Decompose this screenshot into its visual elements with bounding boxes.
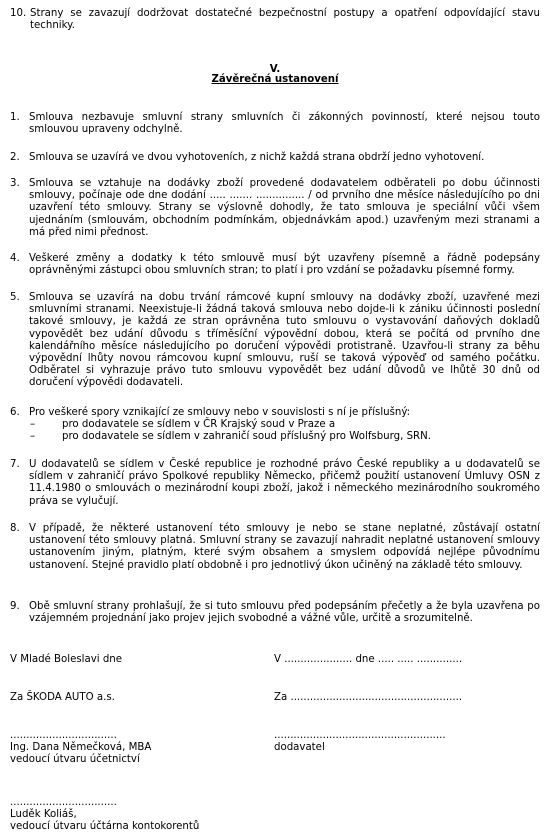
- signer-role-2: vedoucí útvaru účtárna kontokorentů: [10, 821, 200, 832]
- clause-text: Obě smluvní strany prohlašují, že si tuto smlouvu před podepsáním přečetly a že byla uzavřena po vzájemném projednání jako projev jejich svobodné a vážné vůle, určitě a srozumitelně.: [29, 601, 540, 625]
- list-item-text: pro dodavatele se sídlem v zahraničí soud příslušný pro Wolfsburg, SRN.: [62, 431, 431, 443]
- clause-text: Smlouva se vztahuje na dodávky zboží provedené dodavatelem odběrateli po dobu účinnosti smlouvy, počínaje ode dne dodání ..... ....... ............... / od prvního dne měsíce následujícího po dni uzavření této smlouvy. Strany se výslovně dohodly, že tato smlouva je speciální vůči všem ujednáním (smlouvám, obchodním podmínkám, objednávkám apod.) uzavřeným mezi stranami a má před nimi přednost.: [29, 178, 540, 238]
- clause-text: U dodavatelů se sídlem v České republice je rozhodné právo České republiky a u dodavatelů se sídlem v zahraničí právo Spolkové republiky Německo, přičemž použití ustanovení Úmluvy OSN z 11.4.1980 o smlouvách o mezinárodní koupi zboží, jakož i německého mezinárodního soukromého práva se vylučují.: [29, 459, 540, 507]
- clause-5: [10, 292, 540, 390]
- signer-name-2: Luděk Koliáš,: [10, 809, 77, 820]
- clause-text: Pro veškeré spory vznikající ze smlouvy nebo v souvislosti s ní je příslušný:: [29, 407, 411, 418]
- list-item-text: pro dodavatele se sídlem v ČR Krajský soud v Praze a: [62, 419, 336, 431]
- clause-4: [10, 253, 540, 277]
- place-date-left: V Mladé Boleslavi dne: [10, 654, 123, 665]
- signature-line-left-2: .................................: [10, 797, 117, 808]
- clause-8: [10, 523, 540, 572]
- clause-number: 2.: [10, 152, 20, 163]
- clause-7: [10, 459, 540, 508]
- clause-1: [10, 112, 540, 136]
- clause-3: [10, 178, 540, 239]
- clause-text: Smlouva se uzavírá na dobu trvání rámcové kupní smlouvy na dodávky zboží, uzavřené mezi smluvními stranami. Neexistuje-li žádná taková smlouva nebo dojde-li k zániku účinnosti poslední takové smlouvy, je každá ze stran oprávněna tuto smlouvu o vystavování daňových dokladů vypovědět bez udání důvodu s tříměsíční výpovědní dobou, která se počítá od prvního dne kalendářního měsíce následujícího po doručení výpovědi protistraně. Uzavřou-li strany za běhu výpovědní lhůty novou rámcovou kupní smlouvu, ruší se taková výpověď od samého počátku. Odběratel si vyhrazuje právo tuto smlouvu vypovědět bez udání důvodů ve lhůtě 30 dnů od doručení výpovědi dodavateli.: [29, 292, 540, 389]
- clause-6: [10, 407, 540, 444]
- clause-text: Strany se zavazují dodržovat dostatečné bezpečnostní postupy a opatření odpovídající stavu techniky.: [30, 8, 540, 32]
- clause-10: [10, 8, 540, 32]
- signature-line-left: .................................: [10, 730, 117, 741]
- place-date-right: V ..................... dne ..... ..... ..............: [274, 654, 463, 665]
- signer-role: vedoucí útvaru účetnictví: [10, 754, 140, 765]
- list-item: [10, 419, 540, 431]
- supplier-label: dodavatel: [274, 742, 325, 753]
- clause-number: 8.: [10, 523, 20, 534]
- clause-9: [10, 601, 540, 625]
- clause-number: 9.: [10, 601, 20, 612]
- clause-number: 5.: [10, 292, 20, 303]
- section-number: V.: [269, 64, 281, 75]
- signer-name: Ing. Dana Němečková, MBA: [10, 742, 152, 753]
- clause-number: 4.: [10, 253, 20, 264]
- clause-number: 6.: [10, 407, 20, 418]
- dash-mark: –: [30, 419, 36, 431]
- signature-line-right: .....................................................: [274, 730, 446, 741]
- clause-text: V případě, že některé ustanovení této smlouvy je nebo se stane neplatné, zůstávají ostatní ustanovení této smlouvy platná. Smluvní strany se zavazují nahradit neplatné ustanovení smlouvy ustanovením jiným, platným, které svým obsahem a smyslem odpovídá nejlépe původnímu ustanovení. Stejné pravidlo platí obdobně i pro jednotlivý úkon učiněný na základě této smlouvy.: [29, 523, 540, 571]
- clause-2: [10, 152, 540, 164]
- list-item: [10, 431, 540, 443]
- clause-text: Veškeré změny a dodatky k této smlouvě musí být uzavřeny písemně a řádně podepsány oprávněnými zástupci obou smluvních stran; to platí i pro vzdání se požadavku písemné formy.: [29, 253, 540, 277]
- company-right: Za .....................................................: [274, 692, 463, 703]
- clause-text: Smlouva se uzavírá ve dvou vyhotoveních, z nichž každá strana obdrží jedno vyhotovení.: [29, 152, 485, 163]
- section-title: Závěrečná ustanovení: [211, 74, 339, 85]
- clause-number: 1.: [10, 112, 20, 123]
- clause-text: Smlouva nezbavuje smluvní strany smluvních či zákonných povinností, které nejsou touto smlouvou upraveny odchylně.: [29, 112, 540, 136]
- dash-mark: –: [30, 431, 36, 443]
- clause-number: 7.: [10, 459, 20, 470]
- clause-number: 3.: [10, 178, 20, 189]
- company-left: Za ŠKODA AUTO a.s.: [10, 692, 115, 703]
- clause-number: 10.: [10, 8, 27, 19]
